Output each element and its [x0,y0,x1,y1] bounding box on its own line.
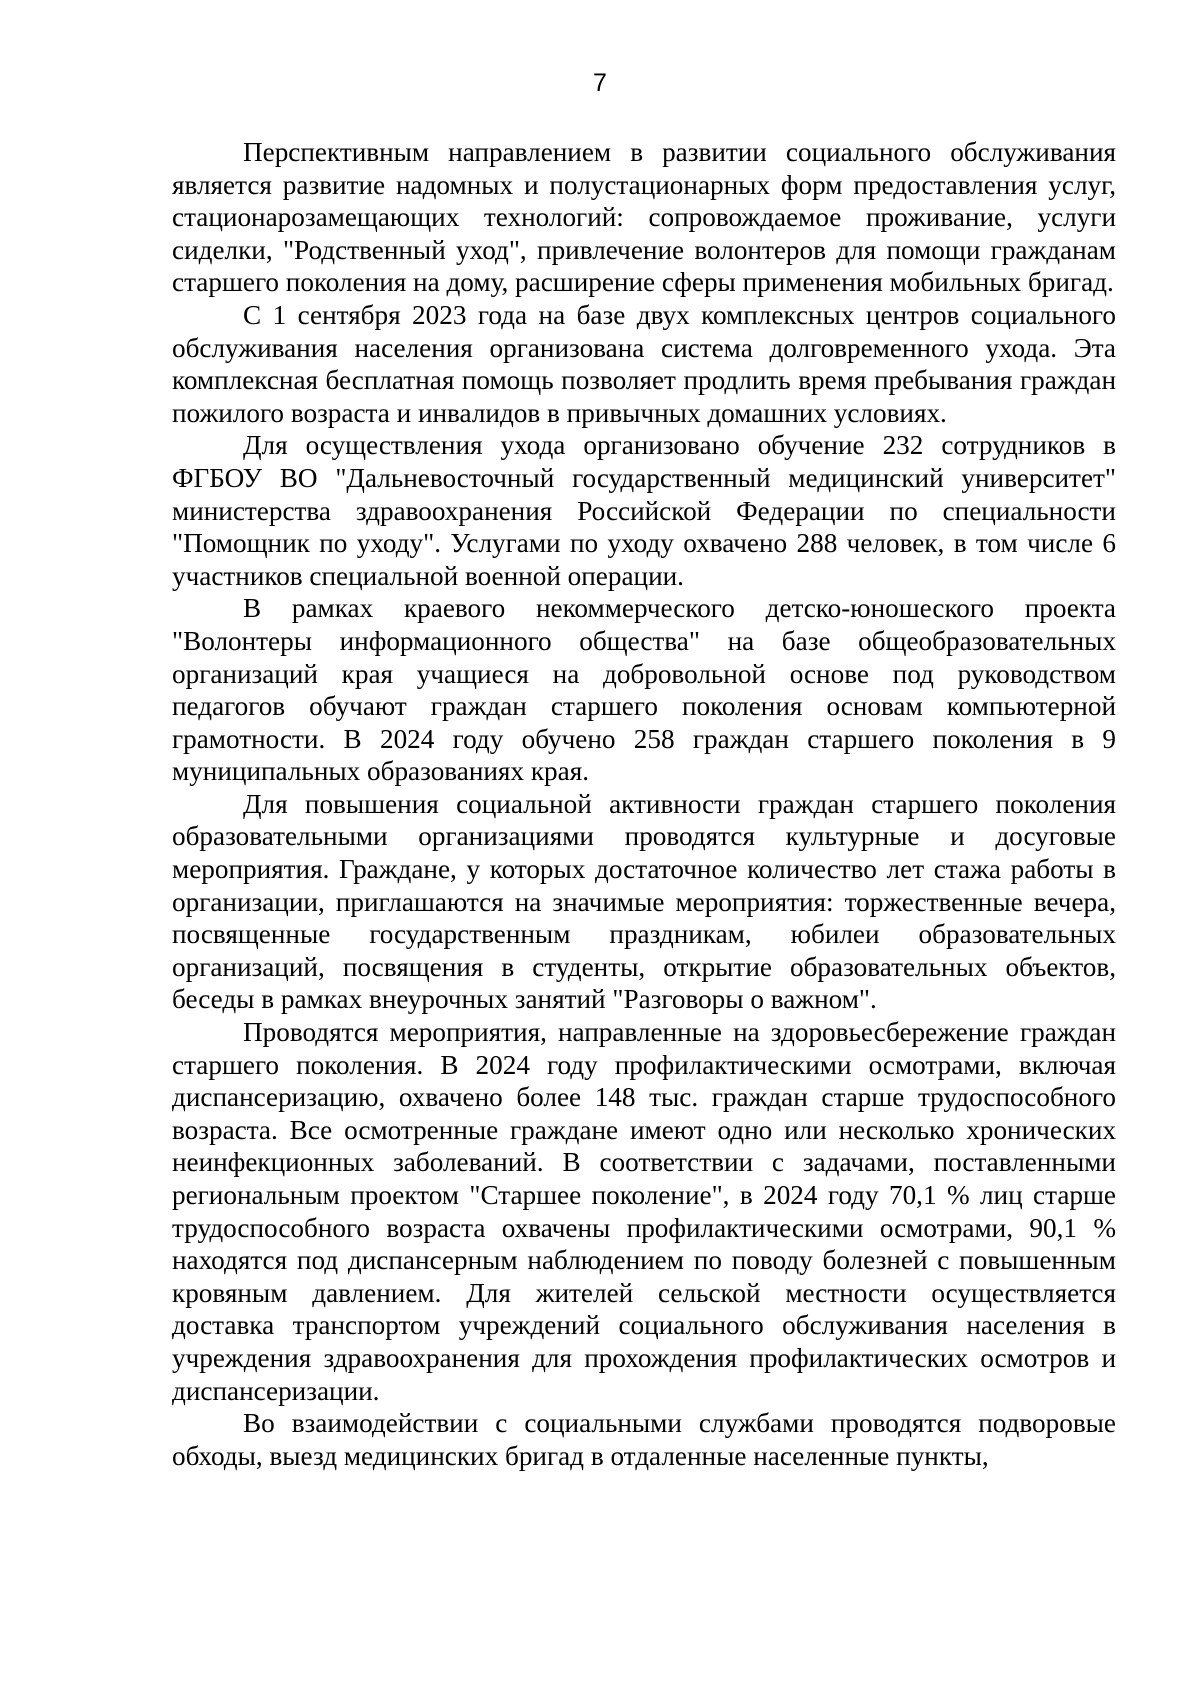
paragraph-health-saving: Проводятся мероприятия, направленные на здоровьесбережение граждан старшего поколения. В 2024 году профилактическими осмотрами, включая диспансеризацию, охвачено более 148 тыс. граждан старше трудоспособного возраста. Все осмотренные граждане имеют одно или несколько хронических неинфекционных заболеваний. В соответствии с задачами, поставленными региональным проектом "Старшее поколение", в 2024 году 70,1 % лиц старше трудоспособного возраста охвачены профилактическими осмотрами, 90,1 % находятся под диспансерным наблюдением по поводу болезней с повышенным кровяным давлением. Для жителей сельской местности осуществляется доставка транспортом учреждений социального обслуживания населения в учреждения здравоохранения для прохождения профилактических осмотров и диспансеризации. [172,1017,1116,1406]
body-text [172,136,1116,1472]
paragraph-social-activity: Для повышения социальной активности граждан старшего поколения образовательными организациями проводятся культурные и досуговые мероприятия. Граждане, у которых достаточное количество лет стажа работы в организации, приглашаются на значимые мероприятия: торжественные вечера, посвященные государственным праздникам, юбилеи образовательных организаций, посвящения в студенты, открытие образовательных объектов, беседы в рамках внеурочных занятий "Разговоры о важном". [172,788,1116,1015]
paragraph-home-care-forms: Перспективным направлением в развитии социального обслуживания является развитие надомных и полустационарных форм предоставления услуг, стационарозамещающих технологий: сопровождаемое проживание, услуги сиделки, "Родственный уход", привлечение волонтеров для помощи гражданам старшего поколения на дому, расширение сферы применения мобильных бригад. [172,137,1116,298]
paragraph-long-term-care-system: С 1 сентября 2023 года на базе двух комплексных центров социального обслуживания населения организована система долговременного ухода. Эта комплексная бесплатная помощь позволяет продлить время пребывания граждан пожилого возраста и инвалидов в привычных домашних условиях. [172,299,1116,428]
paragraph-volunteers-project: В рамках краевого некоммерческого детско-юношеского проекта "Волонтеры информационного общества" на базе общеобразовательных организаций края учащиеся на добровольной основе под руководством педагогов обучают граждан старшего поколения основам компьютерной грамотности. В 2024 году обучено 258 граждан старшего поколения в 9 муниципальных образованиях края. [172,593,1116,787]
paragraph-social-services-interaction: Во взаимодействии с социальными службами проводятся подворовые обходы, выезд медицинских бригад в отдаленные населенные пункты, [172,1408,1116,1471]
paragraph-care-staff-training: Для осуществления ухода организовано обучение 232 сотрудников в ФГБОУ ВО "Дальневосточный государственный медицинский университет" министерства здравоохранения Российской Федерации по специальности "Помощник по уходу". Услугами по уходу охвачено 288 человек, в том числе 6 участников специальной военной операции. [172,430,1116,591]
page-number: 7 [593,69,607,97]
